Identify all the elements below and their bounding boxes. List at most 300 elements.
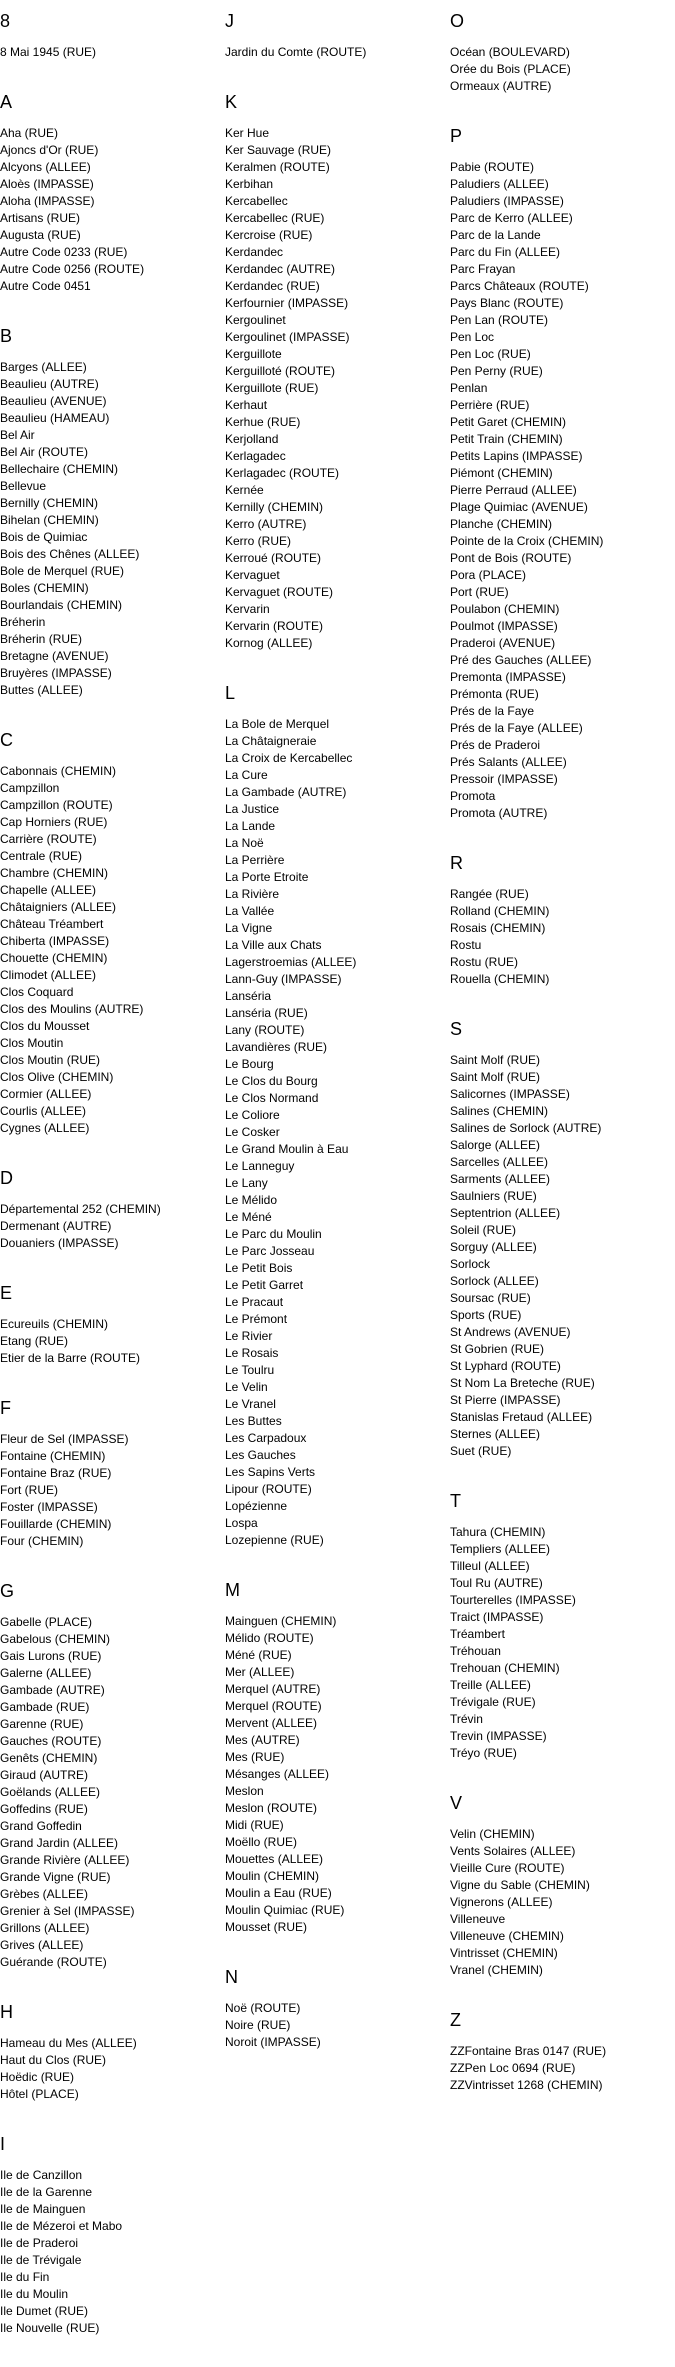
street-list-item: Chiberta (IMPASSE) [0, 934, 110, 948]
letter-section [225, 10, 443, 61]
street-list-item: Kerro (AUTRE) [225, 517, 307, 531]
street-list-item: Le Coliore [225, 1108, 280, 1122]
street-list [450, 44, 668, 95]
street-list-item: Moëllo (RUE) [225, 1835, 298, 1849]
street-list-item: Kerbihan [225, 177, 274, 191]
street-list-item: Les Buttes [225, 1414, 282, 1428]
section-letter-heading: L [225, 683, 236, 703]
street-list-item: Bréherin [0, 615, 46, 629]
street-list-item: Châtaigniers (ALLEE) [0, 900, 117, 914]
street-list-item: Méné (RUE) [225, 1648, 292, 1662]
street-list-item: Kerroué (ROUTE) [225, 551, 322, 565]
street-list-item: Dermenant (AUTRE) [0, 1219, 112, 1233]
section-letter-heading: M [225, 1580, 240, 1600]
street-list-item: Saint Molf (RUE) [450, 1053, 541, 1067]
street-list-item: Villeneuve (CHEMIN) [450, 1929, 564, 1943]
street-list-item: Pont de Bois (ROUTE) [450, 551, 572, 565]
street-list-item: Rostu (RUE) [450, 955, 519, 969]
street-list-item: Vintrisset (CHEMIN) [450, 1946, 558, 1960]
street-list-item: Ajoncs d'Or (RUE) [0, 143, 99, 157]
street-list-item: Ile de la Garenne [0, 2185, 93, 2199]
street-list-item: Noroit (IMPASSE) [225, 2035, 321, 2049]
street-list-item: Hameau du Mes (ALLEE) [0, 2036, 137, 2050]
street-list-item: La Porte Etroite [225, 870, 309, 884]
street-list-item: 8 Mai 1945 (RUE) [0, 45, 97, 59]
street-list-item: Midi (RUE) [225, 1818, 284, 1832]
street-list-item: Bole de Merquel (RUE) [0, 564, 125, 578]
street-list-item: Kerguilloté (ROUTE) [225, 364, 336, 378]
street-list-item: Alcyons (ALLEE) [0, 160, 91, 174]
section-letter-heading: K [225, 92, 238, 112]
street-list-item: Lavandières (RUE) [225, 1040, 328, 1054]
street-list-item: Le Vranel [225, 1397, 276, 1411]
street-list-item: Salicornes (IMPASSE) [450, 1087, 570, 1101]
street-list-item: Four (CHEMIN) [0, 1534, 84, 1548]
street-list-item: Tourterelles (IMPASSE) [450, 1593, 576, 1607]
street-list-item: Le Parc Josseau [225, 1244, 315, 1258]
letter-section [450, 2009, 668, 2094]
street-list-item: Kerhaut [225, 398, 268, 412]
street-list-item: Lanséria (RUE) [225, 1006, 308, 1020]
street-list-item: Grives (ALLEE) [0, 1938, 84, 1952]
street-list-item: Le Petit Garret [225, 1278, 304, 1292]
street-list-item: Tahura (CHEMIN) [450, 1525, 546, 1539]
street-list [0, 1431, 218, 1550]
street-list-item: Autre Code 0451 [0, 279, 91, 293]
street-list-item: Pen Loc [450, 330, 495, 344]
street-list-item: Ile du Fin [0, 2270, 50, 2284]
street-list-item: Grèbes (ALLEE) [0, 1887, 89, 1901]
street-list-item: Ile Nouvelle (RUE) [0, 2321, 100, 2335]
street-list-item: Kerjolland [225, 432, 279, 446]
street-list-item: Pabie (ROUTE) [450, 160, 535, 174]
street-list-item: Kergoulinet (IMPASSE) [225, 330, 350, 344]
street-list-item: Océan (BOULEVARD) [450, 45, 570, 59]
street-list-item: Keralmen (ROUTE) [225, 160, 330, 174]
street-list-item: Villeneuve [450, 1912, 506, 1926]
street-list-item: St Nom La Breteche (RUE) [450, 1376, 595, 1390]
street-list-item: Mervent (ALLEE) [225, 1716, 318, 1730]
street-list [225, 44, 443, 61]
street-list-item: Chambre (CHEMIN) [0, 866, 109, 880]
street-list-item: Le Pracaut [225, 1295, 284, 1309]
section-letter-heading: T [450, 1491, 461, 1511]
street-list-item: St Pierre (IMPASSE) [450, 1393, 561, 1407]
street-list-item: ZZVintrisset 1268 (CHEMIN) [450, 2078, 603, 2092]
street-list-item: Jardin du Comte (ROUTE) [225, 45, 367, 59]
street-list-item: Pierre Perraud (ALLEE) [450, 483, 577, 497]
street-list-item: Sports (RUE) [450, 1308, 522, 1322]
street-list-item: Sarcelles (ALLEE) [450, 1155, 549, 1169]
street-list-item: Kerlagadec [225, 449, 286, 463]
street-list-item: Parc Frayan [450, 262, 516, 276]
street-list-item: Hôtel (PLACE) [0, 2087, 79, 2101]
street-list-item: Beaulieu (HAMEAU) [0, 411, 110, 425]
street-list-item: Gambade (RUE) [0, 1700, 90, 1714]
street-list-item: Clos Coquard [0, 985, 74, 999]
street-list-item: Le Clos Normand [225, 1091, 319, 1105]
section-letter-heading: I [0, 2134, 6, 2154]
street-list-item: La Bole de Merquel [225, 717, 330, 731]
street-list-item: St Andrews (AVENUE) [450, 1325, 571, 1339]
street-list-item: Velin (CHEMIN) [450, 1827, 535, 1841]
section-letter-heading: J [225, 11, 234, 31]
street-list-item: Campzillon [0, 781, 60, 795]
street-list [450, 2043, 668, 2094]
street-list-item: Pen Loc (RUE) [450, 347, 531, 361]
street-list-item: Noire (RUE) [225, 2018, 291, 2032]
street-list-item: Gambade (AUTRE) [0, 1683, 105, 1697]
street-list [450, 1524, 668, 1762]
street-list-item: Merquel (ROUTE) [225, 1699, 322, 1713]
section-letter-heading: O [450, 11, 465, 31]
street-list-item: Garenne (RUE) [0, 1717, 84, 1731]
street-list-item: Gais Lurons (RUE) [0, 1649, 102, 1663]
street-list-item: Courlis (ALLEE) [0, 1104, 87, 1118]
street-list-item: Boles (CHEMIN) [0, 581, 89, 595]
street-list-item: Lany (ROUTE) [225, 1023, 305, 1037]
letter-section [225, 1966, 443, 2051]
street-list-item: Tréambert [450, 1627, 505, 1641]
street-list-item: Cormier (ALLEE) [0, 1087, 92, 1101]
section-letter-heading: D [0, 1168, 13, 1188]
street-list-item: Ile de Trévigale [0, 2253, 82, 2267]
street-list-item: Ile du Moulin [0, 2287, 69, 2301]
street-list-item: Bretagne (AVENUE) [0, 649, 109, 663]
street-list-item: Le Lany [225, 1176, 268, 1190]
street-list-item: Bernilly (CHEMIN) [0, 496, 99, 510]
street-list-item: Bel Air (ROUTE) [0, 445, 89, 459]
section-letter-heading: V [450, 1793, 463, 1813]
street-list-item: Vigne du Sable (CHEMIN) [450, 1878, 590, 1892]
street-list-item: Kervarin (ROUTE) [225, 619, 324, 633]
street-list-item: Templiers (ALLEE) [450, 1542, 551, 1556]
street-list-item: Mainguen (CHEMIN) [225, 1614, 337, 1628]
street-list-item: Gabelle (PLACE) [0, 1615, 93, 1629]
street-list-item: La Perrière [225, 853, 285, 867]
street-list-item: Prés de Praderoi [450, 738, 541, 752]
street-list-item: Lospa [225, 1516, 258, 1530]
street-list-item: Beaulieu (AVENUE) [0, 394, 107, 408]
street-list-item: Les Sapins Verts [225, 1465, 316, 1479]
street-list-item: Saulniers (RUE) [450, 1189, 537, 1203]
street-list [0, 359, 218, 699]
street-list-item: Bourlandais (CHEMIN) [0, 598, 123, 612]
street-list-item: Etier de la Barre (ROUTE) [0, 1351, 141, 1365]
street-list-item: Parc de la Lande [450, 228, 541, 242]
section-letter-heading: P [450, 126, 463, 146]
street-list-item: Prés de la Faye (ALLEE) [450, 721, 583, 735]
street-list-item: Trévin [450, 1712, 483, 1726]
letter-section [450, 1490, 668, 1762]
street-list-item: Poulabon (CHEMIN) [450, 602, 560, 616]
street-list-item: Parc de Kerro (ALLEE) [450, 211, 573, 225]
street-list [225, 125, 443, 652]
letter-section [450, 1018, 668, 1460]
street-list [0, 1201, 218, 1252]
street-list-item: Gauches (ROUTE) [0, 1734, 102, 1748]
street-list-item: St Lyphard (ROUTE) [450, 1359, 561, 1373]
street-list-item: Le Velin [225, 1380, 268, 1394]
street-list-item: La Ville aux Chats [225, 938, 322, 952]
street-list-item: Moulin a Eau (RUE) [225, 1886, 332, 1900]
street-list-item: Gabelous (CHEMIN) [0, 1632, 111, 1646]
street-list-item: Fort (RUE) [0, 1483, 58, 1497]
street-list-item: Le Grand Moulin à Eau [225, 1142, 349, 1156]
letter-section [0, 91, 218, 295]
street-list-item: Guérande (ROUTE) [0, 1955, 107, 1969]
street-list-item: Kervaguet (ROUTE) [225, 585, 334, 599]
street-list-item: Goffedins (RUE) [0, 1802, 88, 1816]
street-list-item: Stanislas Fretaud (ALLEE) [450, 1410, 593, 1424]
letter-section [0, 1282, 218, 1367]
street-list-item: Cabonnais (CHEMIN) [0, 764, 117, 778]
street-list-item: La Rivière [225, 887, 280, 901]
street-list-item: Le Méné [225, 1210, 272, 1224]
street-list-item: Penlan [450, 381, 488, 395]
section-letter-heading: S [450, 1019, 463, 1039]
street-list-item: Mélido (ROUTE) [225, 1631, 314, 1645]
street-list-item: Soursac (RUE) [450, 1291, 531, 1305]
street-list-item: Clos Moutin (RUE) [0, 1053, 101, 1067]
letter-section [0, 1167, 218, 1252]
street-list-item: Ker Sauvage (RUE) [225, 143, 332, 157]
street-list-item: Etang (RUE) [0, 1334, 69, 1348]
street-list-item: ZZPen Loc 0694 (RUE) [450, 2061, 576, 2075]
street-list-item: Salines de Sorlock (AUTRE) [450, 1121, 602, 1135]
street-list-item: Vignerons (ALLEE) [450, 1895, 553, 1909]
street-list-item: Clos Moutin [0, 1036, 64, 1050]
street-list-item: Noë (ROUTE) [225, 2001, 301, 2015]
street-list-item: Grillons (ALLEE) [0, 1921, 90, 1935]
letter-section [0, 1397, 218, 1550]
street-list-item: Augusta (RUE) [0, 228, 81, 242]
street-list [0, 44, 218, 61]
street-list-item: Kernée [225, 483, 264, 497]
street-list-item: Promota [450, 789, 496, 803]
street-list [450, 886, 668, 988]
street-list-item: Promota (AUTRE) [450, 806, 548, 820]
street-list-item: La Vigne [225, 921, 273, 935]
street-list-item: Genêts (CHEMIN) [0, 1751, 98, 1765]
street-list-item: Moulin (CHEMIN) [225, 1869, 320, 1883]
street-list-item: Barges (ALLEE) [0, 360, 87, 374]
street-list-item: Cygnes (ALLEE) [0, 1121, 90, 1135]
street-list-item: Kerdandec (RUE) [225, 279, 320, 293]
street-list-item: Prés de la Faye [450, 704, 535, 718]
street-list-item: La Justice [225, 802, 280, 816]
street-list-item: Trehouan (CHEMIN) [450, 1661, 560, 1675]
street-list-item: Lagerstroemias (ALLEE) [225, 955, 357, 969]
street-list-item: Ile de Mézeroi et Mabo [0, 2219, 123, 2233]
street-list-item: Les Carpadoux [225, 1431, 307, 1445]
street-list-item: Foster (IMPASSE) [0, 1500, 98, 1514]
street-list-item: Saint Molf (RUE) [450, 1070, 541, 1084]
street-list-item: Mes (AUTRE) [225, 1733, 300, 1747]
letter-section [225, 682, 443, 1549]
street-list-item: Chouette (CHEMIN) [0, 951, 108, 965]
street-list-item: Trévigale (RUE) [450, 1695, 536, 1709]
street-list-item: La Noë [225, 836, 264, 850]
street-list-item: Cap Horniers (RUE) [0, 815, 108, 829]
street-list-item: Lozepienne (RUE) [225, 1533, 324, 1547]
street-list-item: Le Rosais [225, 1346, 279, 1360]
street-list-item: Rosais (CHEMIN) [450, 921, 546, 935]
street-list-item: Pen Lan (ROUTE) [450, 313, 549, 327]
street-list-item: Aloha (IMPASSE) [0, 194, 95, 208]
street-list-item: Buttes (ALLEE) [0, 683, 83, 697]
street-list-item: Bel Air [0, 428, 35, 442]
street-list-item: Artisans (RUE) [0, 211, 81, 225]
index-column-3 [450, 10, 668, 2124]
street-list-item: Kerfournier (IMPASSE) [225, 296, 349, 310]
street-list-item: Perrière (RUE) [450, 398, 530, 412]
street-list-item: Goëlands (ALLEE) [0, 1785, 101, 1799]
street-list-item: Ormeaux (AUTRE) [450, 79, 552, 93]
street-list-item: Parc du Fin (ALLEE) [450, 245, 561, 259]
street-list-item: Mouettes (ALLEE) [225, 1852, 324, 1866]
street-list-item: Les Gauches [225, 1448, 296, 1462]
street-list [450, 1826, 668, 1979]
street-list-item: Bois de Quimiac [0, 530, 88, 544]
street-list-item: Le Parc du Moulin [225, 1227, 322, 1241]
street-list-item: Premonta (IMPASSE) [450, 670, 566, 684]
street-list [0, 2035, 218, 2103]
street-list-item: Grande Rivière (ALLEE) [0, 1853, 130, 1867]
street-list-item: Pointe de la Croix (CHEMIN) [450, 534, 604, 548]
street-list-item: Le Rivier [225, 1329, 273, 1343]
section-letter-heading: A [0, 92, 13, 112]
street-list-item: Petit Garet (CHEMIN) [450, 415, 567, 429]
street-list-item: Rangée (RUE) [450, 887, 529, 901]
street-list-item: Lipour (ROUTE) [225, 1482, 312, 1496]
street-list-item: Autre Code 0233 (RUE) [0, 245, 128, 259]
street-list-item: Grande Vigne (RUE) [0, 1870, 111, 1884]
street-list [0, 125, 218, 295]
street-list-item: Kerguillote (RUE) [225, 381, 319, 395]
street-list-item: Praderoi (AVENUE) [450, 636, 556, 650]
letter-section [0, 325, 218, 699]
street-list-item: Kerguillote [225, 347, 282, 361]
street-list-item: Salines (CHEMIN) [450, 1104, 549, 1118]
street-list-item: Pressoir (IMPASSE) [450, 772, 558, 786]
street-list-item: Pré des Gauches (ALLEE) [450, 653, 592, 667]
street-list-item: Aha (RUE) [0, 126, 59, 140]
street-list-item: Bellechaire (CHEMIN) [0, 462, 119, 476]
street-list-item: Lann-Guy (IMPASSE) [225, 972, 342, 986]
street-list-item: Sternes (ALLEE) [450, 1427, 541, 1441]
street-list-item: Le Petit Bois [225, 1261, 293, 1275]
street-list-item: Carrière (ROUTE) [0, 832, 97, 846]
street-list-item: Kervaguet [225, 568, 280, 582]
letter-section [0, 1580, 218, 1971]
letter-section [450, 1792, 668, 1979]
street-list [0, 2167, 218, 2337]
street-list-item: Ecureuils (CHEMIN) [0, 1317, 109, 1331]
street-list-item: Clos des Moulins (AUTRE) [0, 1002, 144, 1016]
street-list-item: Sorlock [450, 1257, 491, 1271]
street-list-item: Kercabellec [225, 194, 288, 208]
street-list-item: Clos du Mousset [0, 1019, 90, 1033]
street-list-item: Le Toulru [225, 1363, 275, 1377]
street-list-item: Vents Solaires (ALLEE) [450, 1844, 576, 1858]
street-list-item: Rostu [450, 938, 482, 952]
street-list-item: Orée du Bois (PLACE) [450, 62, 571, 76]
street-list-item: Tréyo (RUE) [450, 1746, 517, 1760]
street-list-item: Kornog (ALLEE) [225, 636, 313, 650]
street-list-item: Aloès (IMPASSE) [0, 177, 94, 191]
street-list-item: Petits Lapins (IMPASSE) [450, 449, 583, 463]
street-list-item: Merquel (AUTRE) [225, 1682, 321, 1696]
street-list-item: Parcs Châteaux (ROUTE) [450, 279, 589, 293]
street-list-item: La Vallée [225, 904, 275, 918]
letter-section [225, 1579, 443, 1936]
street-list-item: Le Prémont [225, 1312, 288, 1326]
street-list-item: Sorguy (ALLEE) [450, 1240, 537, 1254]
street-list-item: Fleur de Sel (IMPASSE) [0, 1432, 129, 1446]
street-list-item: La Croix de Kercabellec [225, 751, 353, 765]
section-letter-heading: 8 [0, 11, 11, 31]
street-list-item: Lopézienne [225, 1499, 288, 1513]
street-list-item: ZZFontaine Bras 0147 (RUE) [450, 2044, 607, 2058]
letter-section [225, 91, 443, 652]
street-list-item: Vieille Cure (ROUTE) [450, 1861, 565, 1875]
street-list-item: Trevin (IMPASSE) [450, 1729, 547, 1743]
street-list-item: Kergoulinet [225, 313, 286, 327]
section-letter-heading: H [0, 2002, 13, 2022]
street-list-item: La Lande [225, 819, 276, 833]
street-list-item: Kerdandec [225, 245, 284, 259]
section-letter-heading: R [450, 853, 463, 873]
street-list [450, 159, 668, 822]
street-list-item: La Cure [225, 768, 268, 782]
street-list-item: Moulin Quimiac (RUE) [225, 1903, 345, 1917]
street-list-item: Le Clos du Bourg [225, 1074, 318, 1088]
letter-section [0, 10, 218, 61]
street-list-item: Fontaine (CHEMIN) [0, 1449, 106, 1463]
street-list-item: Rolland (CHEMIN) [450, 904, 550, 918]
section-letter-heading: F [0, 1398, 11, 1418]
street-list-item: Bois des Chênes (ALLEE) [0, 547, 140, 561]
street-list-item: Mousset (RUE) [225, 1920, 308, 1934]
street-list-item: Giraud (AUTRE) [0, 1768, 89, 1782]
street-list-item: Le Bourg [225, 1057, 274, 1071]
street-list-item: Pora (PLACE) [450, 568, 527, 582]
street-list-item: Fontaine Braz (RUE) [0, 1466, 112, 1480]
street-list [0, 1316, 218, 1367]
letter-section [450, 852, 668, 988]
section-letter-heading: E [0, 1283, 13, 1303]
street-list-item: Prémonta (RUE) [450, 687, 539, 701]
street-list-item: Bruyères (IMPASSE) [0, 666, 112, 680]
street-list-item: Mer (ALLEE) [225, 1665, 295, 1679]
street-list-item: Vranel (CHEMIN) [450, 1963, 543, 1977]
street-list-item: Kercroise (RUE) [225, 228, 313, 242]
street-list-item: Sorlock (ALLEE) [450, 1274, 539, 1288]
street-list-item: Kercabellec (RUE) [225, 211, 325, 225]
street-list-item: Ile Dumet (RUE) [0, 2304, 89, 2318]
index-column-1 [0, 10, 218, 2367]
street-list-item: Piémont (CHEMIN) [450, 466, 553, 480]
street-list-item: Pays Blanc (ROUTE) [450, 296, 564, 310]
street-list-item: Kervarin [225, 602, 270, 616]
street-list-item: Mes (RUE) [225, 1750, 285, 1764]
street-list-item: Douaniers (IMPASSE) [0, 1236, 119, 1250]
street-list-item: Treille (ALLEE) [450, 1678, 531, 1692]
index-column-2 [225, 10, 443, 2081]
street-list-item: Tréhouan [450, 1644, 501, 1658]
street-list-item: Lanséria [225, 989, 272, 1003]
